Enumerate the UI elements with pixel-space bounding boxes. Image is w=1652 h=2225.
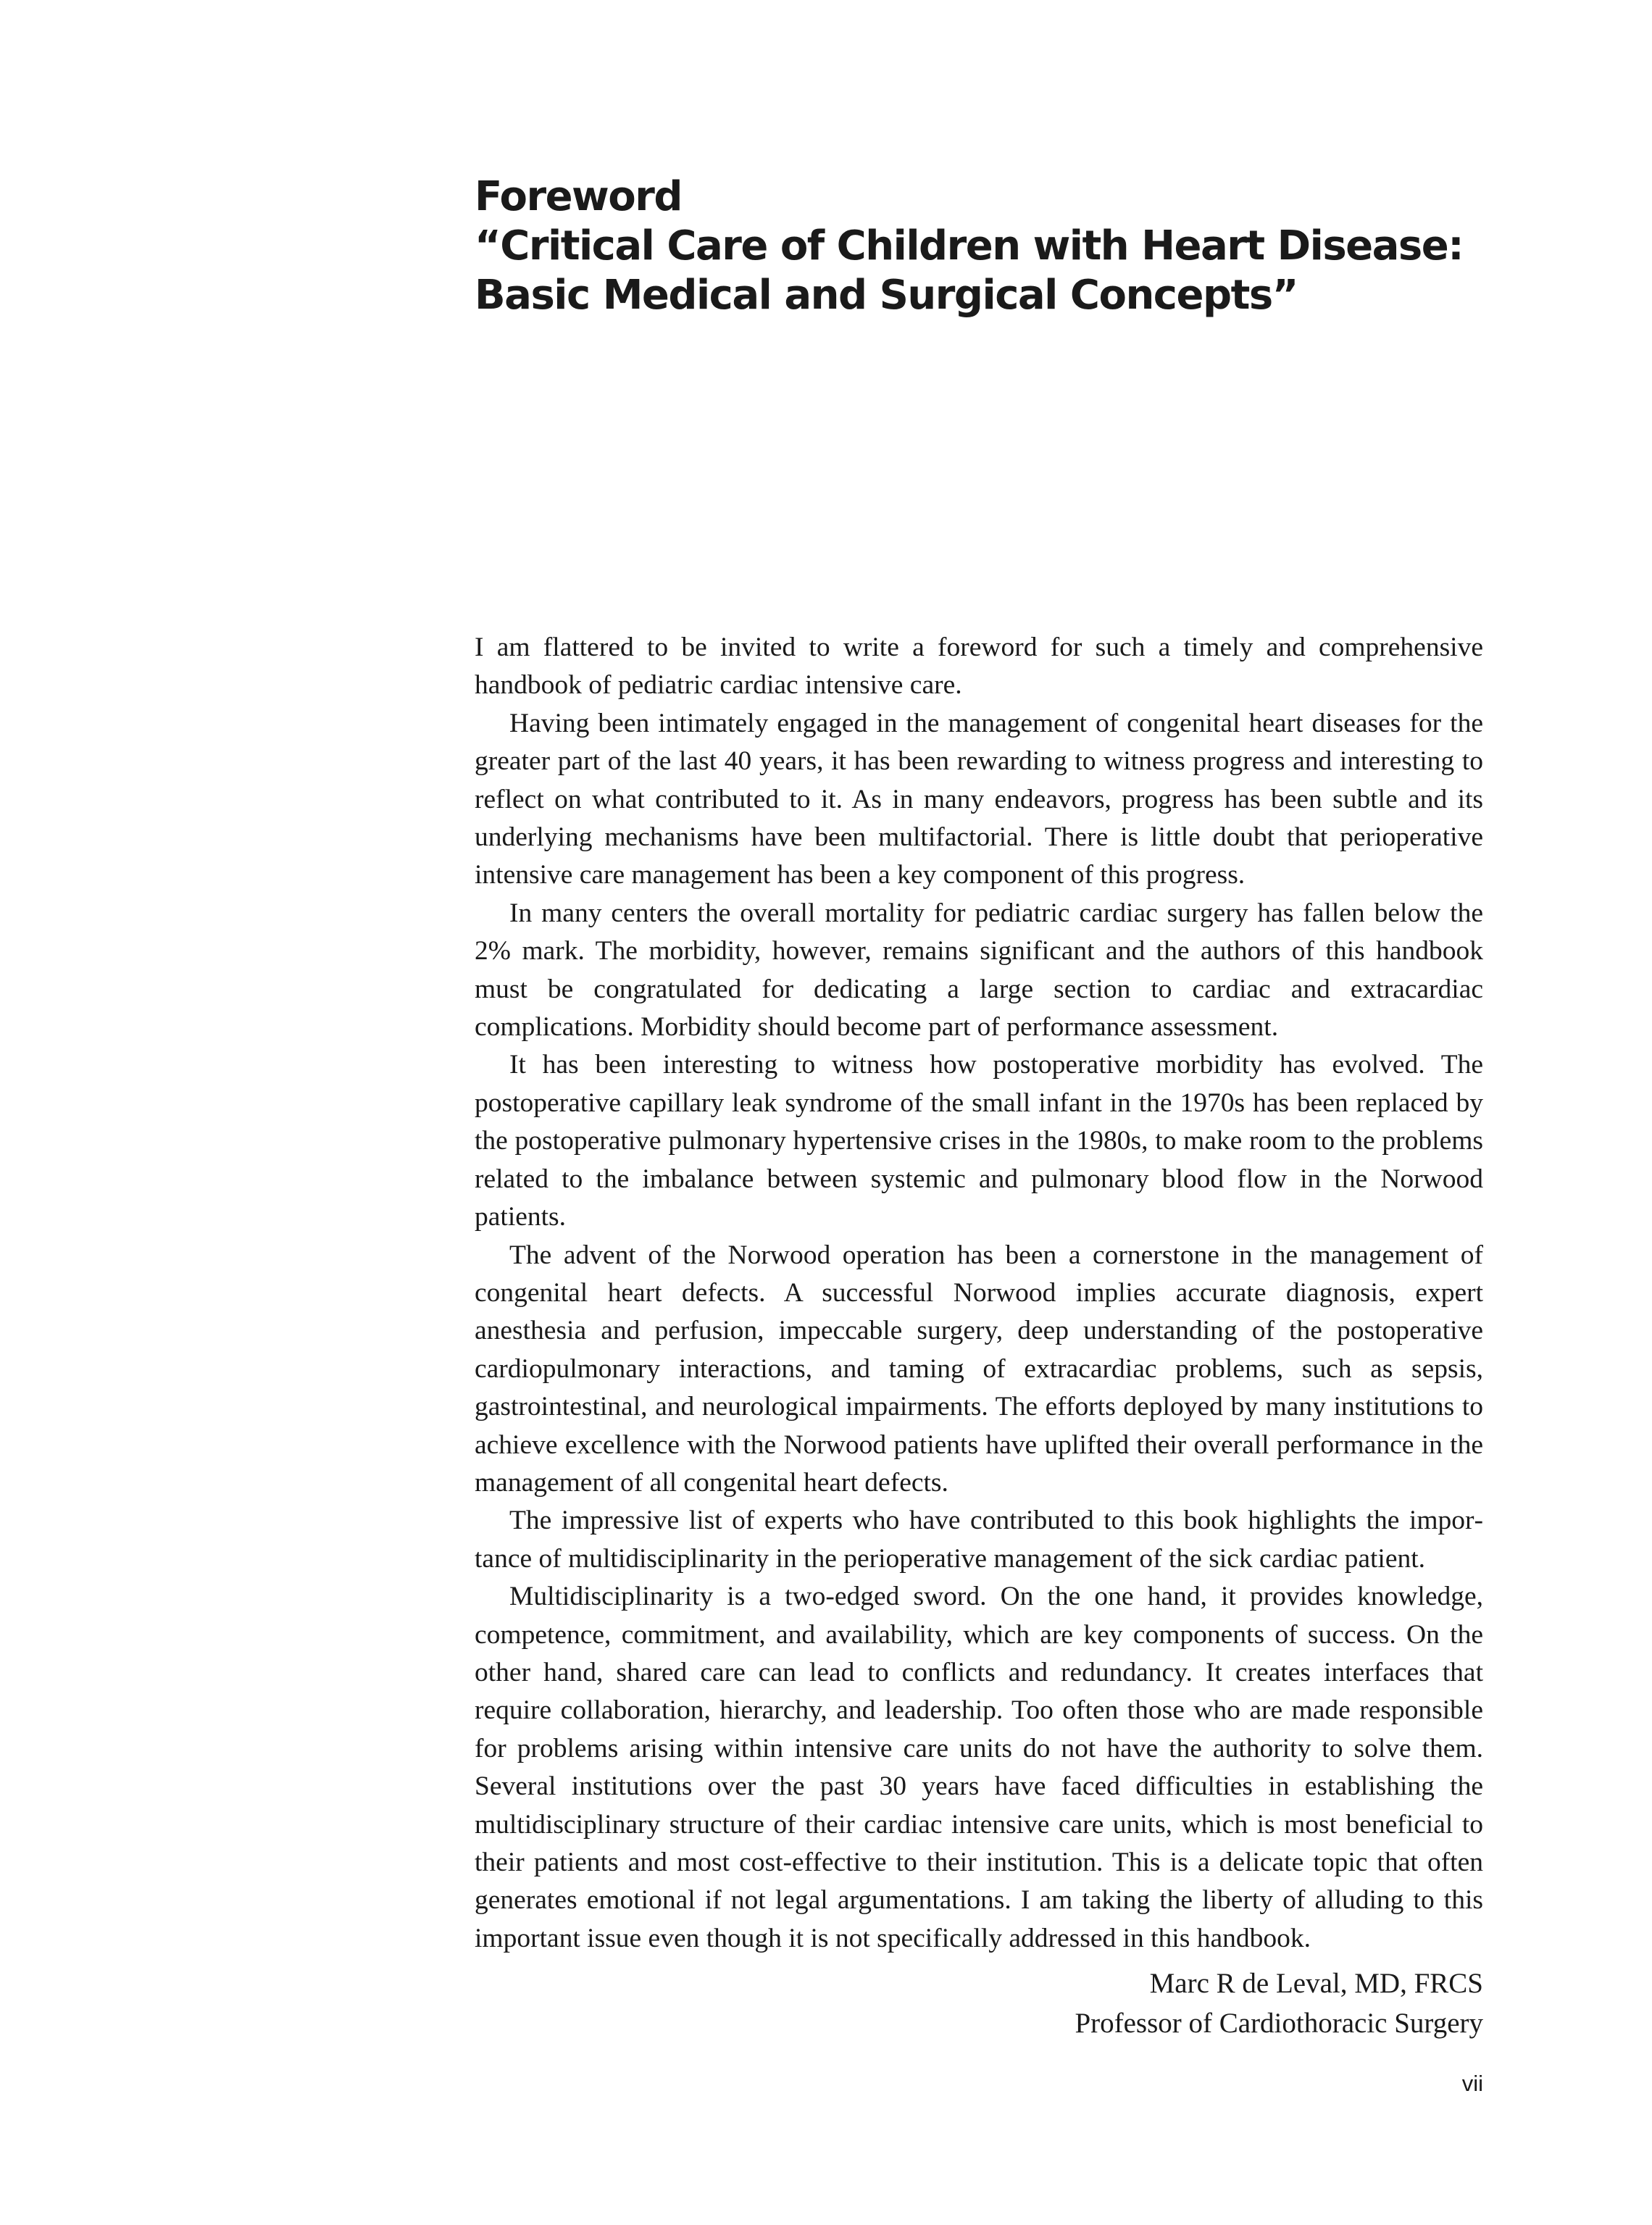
foreword-body xyxy=(475,629,1483,1958)
paragraph-1: I am flattered to be invited to write a foreword for such a timely and comprehensive handbook of pediatric cardiac intensive care. xyxy=(475,633,1483,701)
author-signature-block xyxy=(1075,1963,1483,2043)
heading-line-2: “Critical Care of Children with Heart Disease: xyxy=(475,222,1464,270)
author-name: Marc R de Leval, MD, FRCS xyxy=(1149,1968,1483,1999)
paragraph-3: In many centers the overall mortality for pediatric cardiac surgery has fallen below the 2% mark. The morbidity, however, remains significant and the authors of this handbook must be congratulated for dedicating a large section to cardiac and extracardiac complications. Morbidity should become part of performance assessment. xyxy=(475,898,1483,1043)
paragraph-2: Having been intimately engaged in the management of congenital heart diseases for the greater part of the last 40 years, it has been rewarding to witness progress and interesting to reflect on what contributed to it. As in many endeavors, progress has been subtle and its underlying mechanisms have been multifactorial. There is little doubt that perioperative intensive care management has been a key component of this progress. xyxy=(475,708,1483,890)
heading-line-1: Foreword xyxy=(475,173,682,220)
author-title: Professor of Cardiothoracic Surgery xyxy=(1075,2008,1483,2039)
paragraph-6: The impressive list of experts who have contributed to this book highlights the importance of multidisciplinarity in the perioperative management of the sick cardiac patient. xyxy=(475,1506,1483,1574)
paragraph-4: It has been interesting to witness how postoperative morbidity has evolved. The postoperative capillary leak syndrome of the small infant in the 1970s has been replaced by the postoperative pulmonary hypertensive crises in the 1980s, to make room to the problems related to the imbalance between systemic and pulmonary blood flow in the Norwood patients. xyxy=(475,1050,1483,1232)
heading-line-3: Basic Medical and Surgical Concepts” xyxy=(475,272,1298,319)
chapter-heading xyxy=(475,172,1525,320)
paragraph-7: Multidisciplinarity is a two-edged sword. On the one hand, it provides knowledge, competence, commitment, and availability, which are key components of success. On the other hand, shared care can lead to conflicts and redundancy. It creates interfaces that require collaboration, hierarchy, and leadership. Too often those who are made responsible for problems arising within intensive care units do not have the authority to solve them. Several institutions over the past 30 years have faced difficulties in establishing the multidisciplinary structure of their cardiac intensive care units, which is most beneficial to their patients and most cost-effective to their institution. This is a delicate topic that often generates emotional if not legal argumentations. I am taking the liberty of alluding to this important issue even though it is not specifically addressed in this handbook. xyxy=(475,1582,1483,1953)
paragraph-5: The advent of the Norwood operation has been a cornerstone in the management of congenital heart defects. A successful Norwood implies accurate diagnosis, expert anesthesia and perfusion, impeccable surgery, deep understanding of the postoperative cardiopulmonary interactions, and taming of extracardiac problems, such as sepsis, gastrointestinal, and neurological impairments. The efforts deployed by many institutions to achieve excellence with the Norwood patients have uplifted their overall performance in the management of all congenital heart defects. xyxy=(475,1240,1483,1498)
page-number: vii xyxy=(1461,2071,1483,2096)
